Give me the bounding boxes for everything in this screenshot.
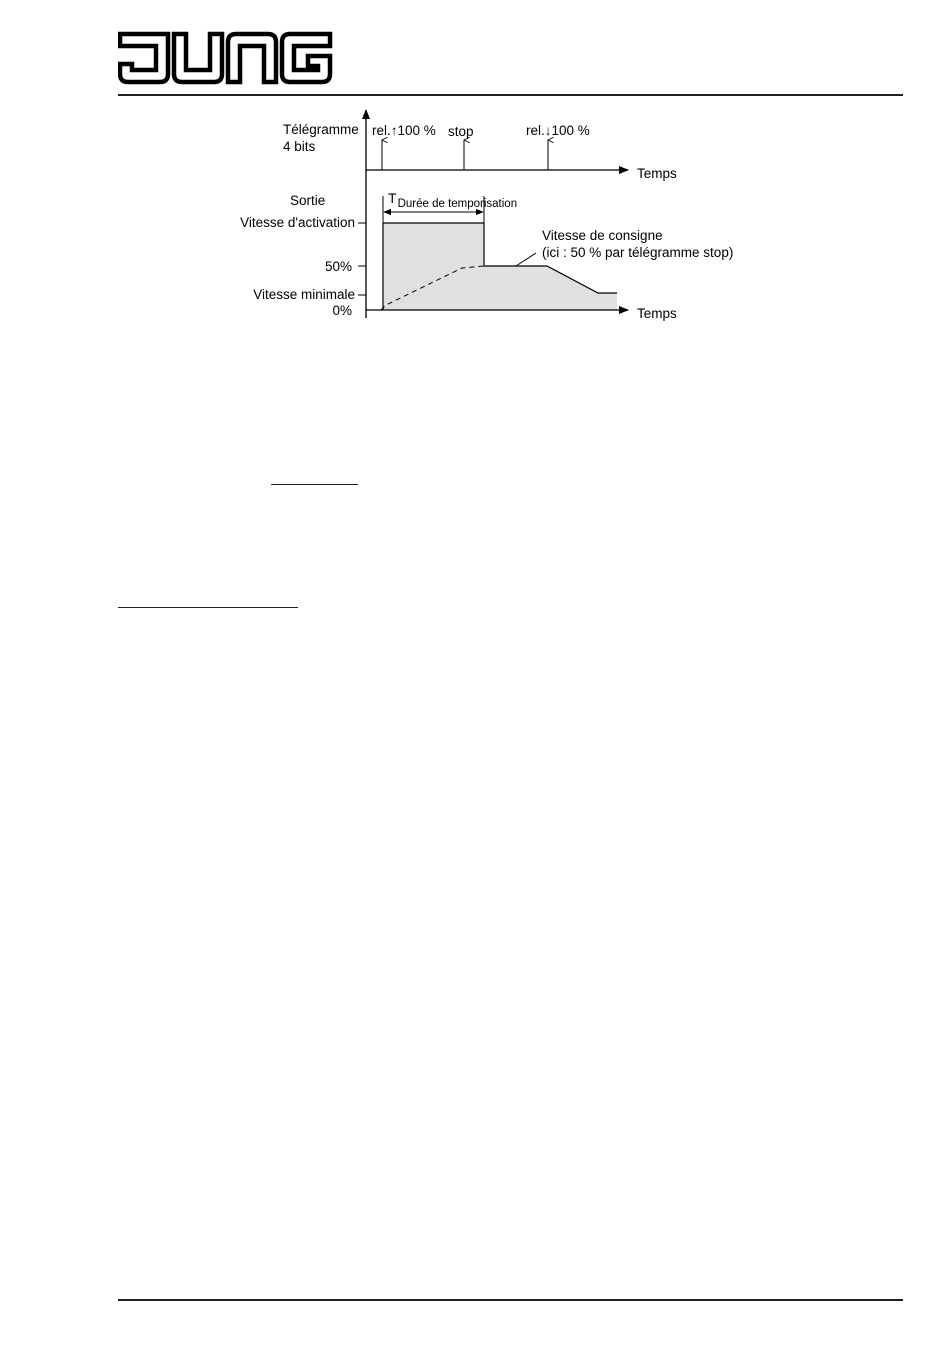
time-axis-bottom-label: Temps [637,306,677,321]
underline-short [271,484,358,485]
delay-T: T [388,190,397,206]
telegram-label: Télégramme [283,122,359,137]
telegram-label-bits: 4 bits [283,139,316,154]
setpoint-label: Vitesse de consigne [542,228,663,243]
setpoint-note: (ici : 50 % par télégramme stop) [542,245,734,260]
event-label-rel-down: rel.↓100 % [526,123,590,138]
setpoint-leader-line [516,253,536,266]
footer-rule [118,1299,903,1301]
delay-subscript: Durée de temporisation [397,198,518,210]
zero-label: 0% [332,303,352,318]
event-label-rel-up: rel.↑100 % [372,123,436,138]
delay-label [388,190,516,208]
event-label-stop: stop [448,124,474,139]
activation-speed-label: Vitesse d'activation [240,215,355,230]
fifty-label: 50% [324,259,352,274]
diagram-svg [0,0,950,340]
time-axis-top-label: Temps [637,166,677,181]
min-speed-label: Vitesse minimale [253,287,355,302]
underline-long [118,607,298,608]
output-label: Sortie [290,193,326,208]
timing-diagram [0,0,950,340]
